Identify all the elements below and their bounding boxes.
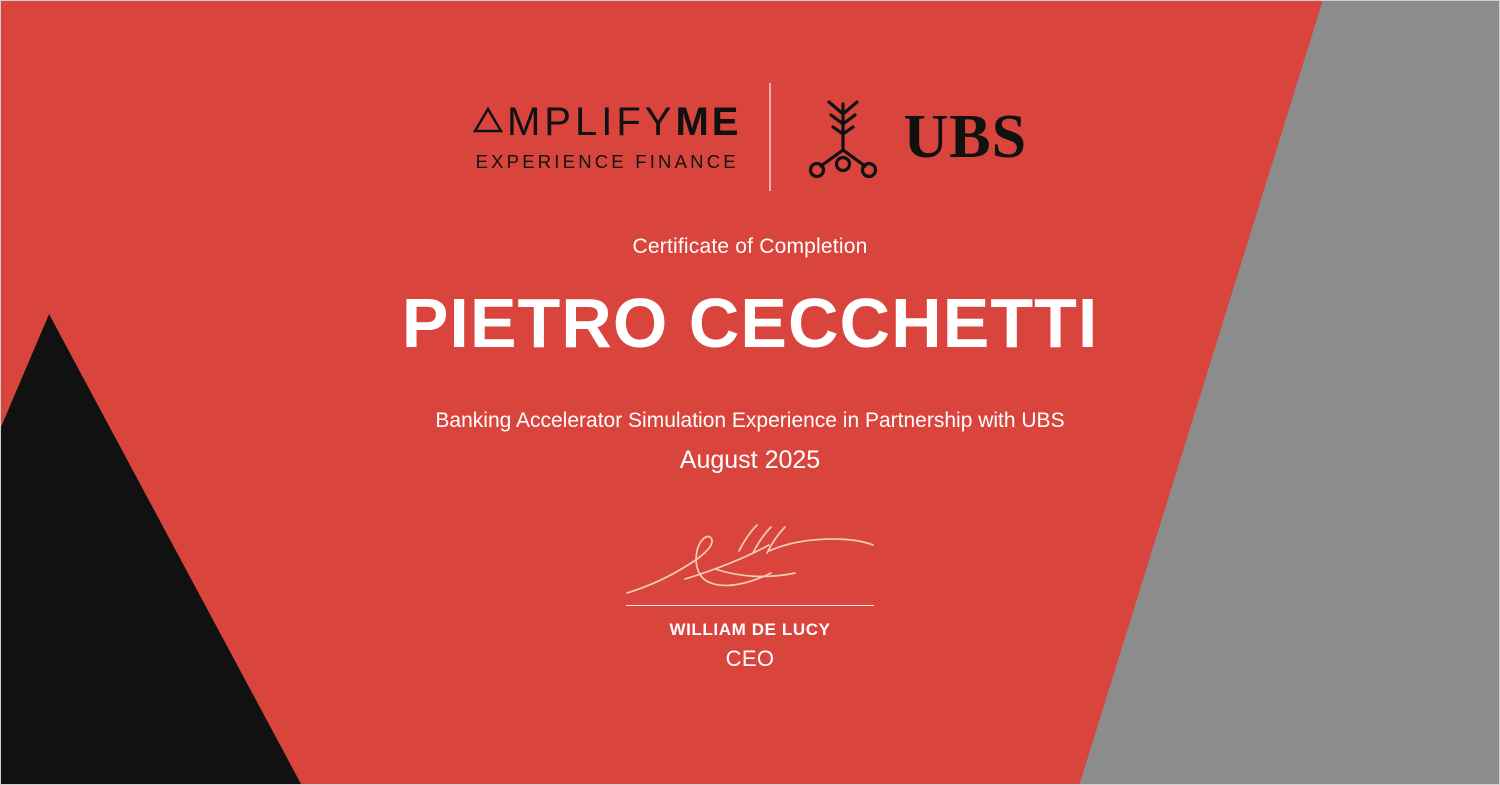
signature-rule [626, 605, 874, 606]
amplifyme-wordmark [473, 99, 742, 144]
ubs-wordmark: UBS [903, 103, 1028, 171]
signatory-name: WILLIAM DE LUCY [669, 620, 831, 640]
certificate-content [1, 1, 1499, 784]
logo-row [473, 87, 1027, 187]
amplifyme-wordmark-bold: ME [675, 99, 742, 144]
ubs-logo [771, 94, 1027, 180]
amplifyme-tagline: EXPERIENCE FINANCE [475, 150, 739, 172]
signatory-title: CEO [725, 646, 775, 672]
ubs-keys-icon [797, 94, 889, 180]
recipient-name: PIETRO CECCHETTI [401, 284, 1099, 362]
amplifyme-wordmark-light: MPLIFY [506, 99, 676, 144]
signature-block [619, 521, 881, 672]
completion-date: August 2025 [679, 446, 821, 475]
certificate-label: Certificate of Completion [632, 235, 868, 258]
signature-icon [619, 521, 881, 603]
triangle-icon [473, 105, 503, 140]
program-description: Banking Accelerator Simulation Experience in Partnership with UBS [435, 408, 1065, 432]
amplifyme-logo [473, 99, 769, 173]
